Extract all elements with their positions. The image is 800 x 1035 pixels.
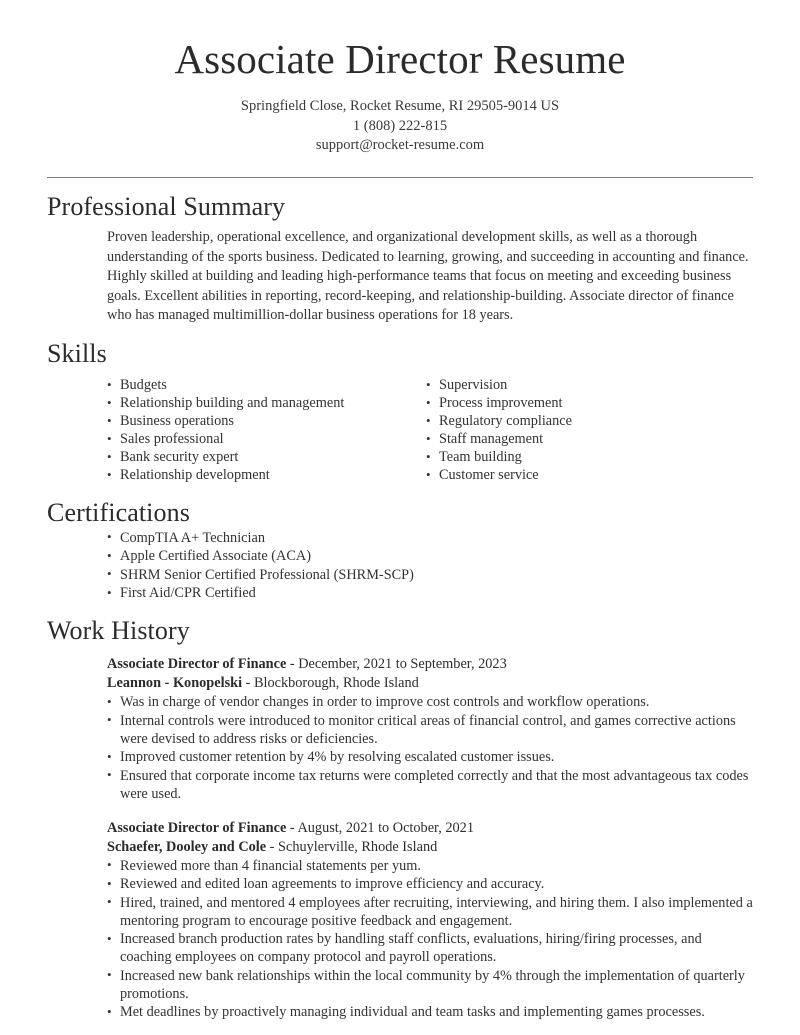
section-heading-skills: Skills — [47, 339, 107, 369]
list-item: • Customer service — [426, 466, 745, 484]
skills-list-right — [426, 376, 745, 484]
job-company: Schaefer, Dooley and Cole — [107, 838, 267, 855]
list-item: • Supervision — [426, 376, 745, 394]
list-item: • Sales professional — [107, 430, 426, 448]
contact-phone: 1 (808) 222-815 — [352, 117, 448, 134]
list-item: • Ensured that corporate income tax returns were completed correctly and that the most advantageous tax codes were used. — [107, 767, 753, 803]
skills-list-left — [107, 376, 426, 484]
resume-header — [47, 0, 753, 178]
skills-grid — [107, 376, 753, 484]
certifications-list — [107, 529, 753, 603]
job-bullet-list — [107, 857, 753, 1022]
summary-body — [47, 228, 753, 325]
list-item: • Process improvement — [426, 394, 745, 412]
list-item: • Increased new bank relationships within the local community by 4% through the implementation of quarterly promotions. — [107, 967, 753, 1003]
list-item: • Reviewed and edited loan agreements to improve efficiency and accuracy. — [107, 875, 753, 893]
list-item: • Increased branch production rates by handling staff conflicts, evaluations, hiring/firing processes, and coaching employees on company protocol and payroll operations. — [107, 930, 753, 966]
list-item: • Met deadlines by proactively managing individual and team tasks and implementing games processes. — [107, 1003, 753, 1021]
section-heading-work-history: Work History — [47, 616, 190, 646]
section-certifications — [47, 497, 753, 602]
section-work-history — [47, 615, 753, 1021]
header-divider — [47, 177, 753, 178]
job-title: Associate Director of Finance — [107, 819, 287, 836]
list-item: • Reviewed more than 4 financial statements per yum. — [107, 857, 753, 875]
list-item: • Was in charge of vendor changes in order to improve cost controls and workflow operations. — [107, 693, 753, 711]
job-company-line — [107, 838, 753, 857]
job-location: - Schuylerville, Rhode Island — [266, 838, 438, 855]
summary-text: Proven leadership, operational excellence, and organizational development skills, as well as a thorough understanding of the sports business. Dedicated to learning, growing, and succeeding in accounting and finance. Highly skilled at building and leading high-performance teams that focus on meeting and exceeding business goals. Excellent abilities in reporting, record-keeping, and relationship-building. Associate director of finance who has managed multimillion-dollar business operations for 18 years. — [107, 229, 749, 323]
section-skills — [47, 338, 753, 484]
skills-body — [47, 376, 753, 484]
list-item: • Team building — [426, 448, 745, 466]
job-list — [107, 655, 753, 1021]
job-title: Associate Director of Finance — [107, 656, 287, 673]
contact-email: support@rocket-resume.com — [315, 137, 485, 154]
job-company: Leannon - Konopelski — [107, 675, 243, 692]
job-entry — [107, 819, 753, 1022]
list-item: • Budgets — [107, 376, 426, 394]
work-history-body — [47, 655, 753, 1021]
list-item: • Hired, trained, and mentored 4 employees after recruiting, interviewing, and hiring them. I also implemented a mentoring program to encourage positive feedback and engagement. — [107, 894, 753, 930]
page-title: Associate Director Resume — [174, 36, 626, 82]
certifications-body — [47, 529, 753, 603]
job-entry — [107, 655, 753, 803]
list-item: • Business operations — [107, 412, 426, 430]
list-item: • Relationship building and management — [107, 394, 426, 412]
list-item: • Regulatory compliance — [426, 412, 745, 430]
job-dates: - December, 2021 to September, 2023 — [286, 656, 507, 673]
skills-column-left — [107, 376, 426, 484]
list-item: • SHRM Senior Certified Professional (SHRM-SCP) — [107, 566, 753, 584]
job-location: - Blockborough, Rhode Island — [242, 675, 419, 692]
list-item: • Bank security expert — [107, 448, 426, 466]
contact-block — [47, 97, 753, 156]
list-item: • Staff management — [426, 430, 745, 448]
list-item: • Improved customer retention by 4% by resolving escalated customer issues. — [107, 748, 753, 766]
list-item: • Relationship development — [107, 466, 426, 484]
job-company-line — [107, 674, 753, 693]
list-item: • First Aid/CPR Certified — [107, 584, 753, 602]
section-heading-summary: Professional Summary — [47, 191, 286, 221]
job-title-line — [107, 819, 753, 838]
list-item: • Internal controls were introduced to monitor critical areas of financial control, and games corrective actions were devised to address risks or deficiencies. — [107, 712, 753, 748]
job-dates: - August, 2021 to October, 2021 — [286, 819, 474, 836]
list-item: • CompTIA A+ Technician — [107, 529, 753, 547]
job-title-line — [107, 655, 753, 674]
skills-column-right — [426, 376, 745, 484]
section-professional-summary — [47, 191, 753, 326]
section-heading-certifications: Certifications — [47, 498, 190, 528]
job-bullet-list — [107, 693, 753, 803]
contact-address: Springfield Close, Rocket Resume, RI 29505-9014 US — [240, 98, 560, 115]
list-item: • Apple Certified Associate (ACA) — [107, 547, 753, 565]
